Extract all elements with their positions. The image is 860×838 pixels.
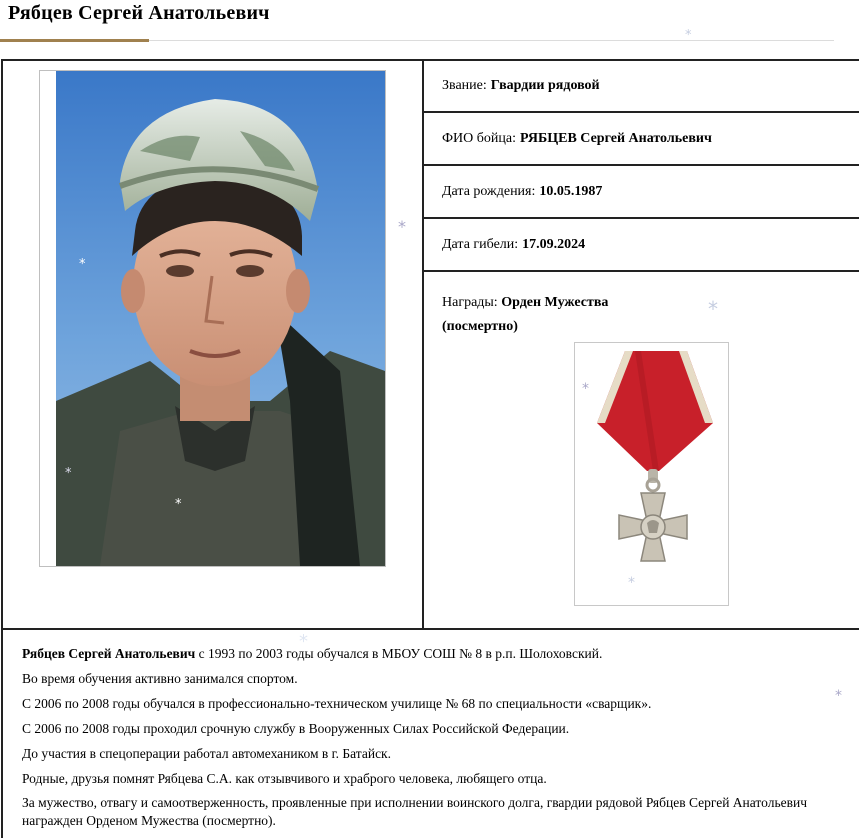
medal-image: [574, 342, 729, 606]
bio-paragraph: [22, 645, 602, 663]
bio-paragraph: Родные, друзья помнят Рябцева С.А. как отзывчивого и храброго человека, любящего отца.: [22, 771, 547, 786]
bio-paragraph: До участия в спецоперации работал автомехаником в г. Батайск.: [22, 746, 391, 761]
info-cell: [424, 61, 859, 628]
page-title: Рябцев Сергей Анатольевич: [8, 2, 270, 24]
rank-row: [424, 61, 859, 113]
birth-date-row: [424, 167, 859, 219]
snowflake-icon: *: [398, 217, 406, 236]
snowflake-icon: *: [299, 631, 308, 652]
photo-cell: [3, 61, 424, 652]
death-date-row: [424, 220, 859, 272]
order-of-courage-icon: [575, 343, 728, 605]
snowflake-icon: *: [175, 497, 182, 512]
awards-value: Орден Мужества: [501, 295, 609, 310]
rank-label: Звание:: [442, 78, 487, 93]
awards-value-note: (посмертно): [442, 319, 518, 334]
snowflake-icon: *: [65, 466, 72, 481]
awards-row: [424, 275, 859, 628]
biography: [3, 628, 859, 838]
bio-paragraph: С 2006 по 2008 годы обучался в профессионально-техническом училище № 68 по специальности «сварщик».: [22, 696, 652, 711]
title-divider: [149, 40, 834, 41]
awards-text: [442, 291, 608, 339]
snowflake-icon: *: [628, 575, 635, 591]
name-value: РЯБЦЕВ Сергей Анатольевич: [520, 131, 712, 146]
bio-paragraph: За мужество, отвагу и самоотверженность, проявленные при исполнении воинского долга, гвардии рядовой Рябцев Сергей Анатольевич награжден Орденом Мужества (посмертно).: [22, 795, 807, 828]
birth-date-value: 10.05.1987: [539, 184, 603, 199]
bio-name: Рябцев Сергей Анатольевич: [22, 646, 196, 661]
bio-text: с 1993 по 2003 годы обучался в МБОУ СОШ № 8 в р.п. Шолоховский.: [195, 646, 603, 661]
rank-value: Гвардии рядовой: [490, 78, 600, 93]
bio-paragraph: С 2006 по 2008 годы проходил срочную службу в Вооруженных Силах Российской Федерации.: [22, 721, 570, 736]
snowflake-icon: *: [835, 688, 842, 704]
snowflake-icon: *: [708, 297, 718, 321]
snowflake-icon: *: [301, 593, 313, 621]
snowflake-icon: *: [582, 381, 589, 397]
snowflake-icon: *: [79, 257, 86, 272]
bio-paragraph: Во время обучения активно занимался спортом.: [22, 671, 298, 686]
name-label: ФИО бойца:: [442, 131, 516, 146]
soldier-portrait: [39, 70, 386, 567]
awards-label: Награды:: [442, 295, 498, 310]
title-underline: [0, 39, 149, 42]
birth-date-label: Дата рождения:: [442, 184, 536, 199]
death-date-value: 17.09.2024: [522, 237, 586, 252]
soldier-card: [1, 59, 859, 838]
death-date-label: Дата гибели:: [442, 237, 519, 252]
name-row: [424, 114, 859, 166]
snowflake-icon: *: [685, 28, 692, 43]
portrait-image: [40, 71, 385, 566]
